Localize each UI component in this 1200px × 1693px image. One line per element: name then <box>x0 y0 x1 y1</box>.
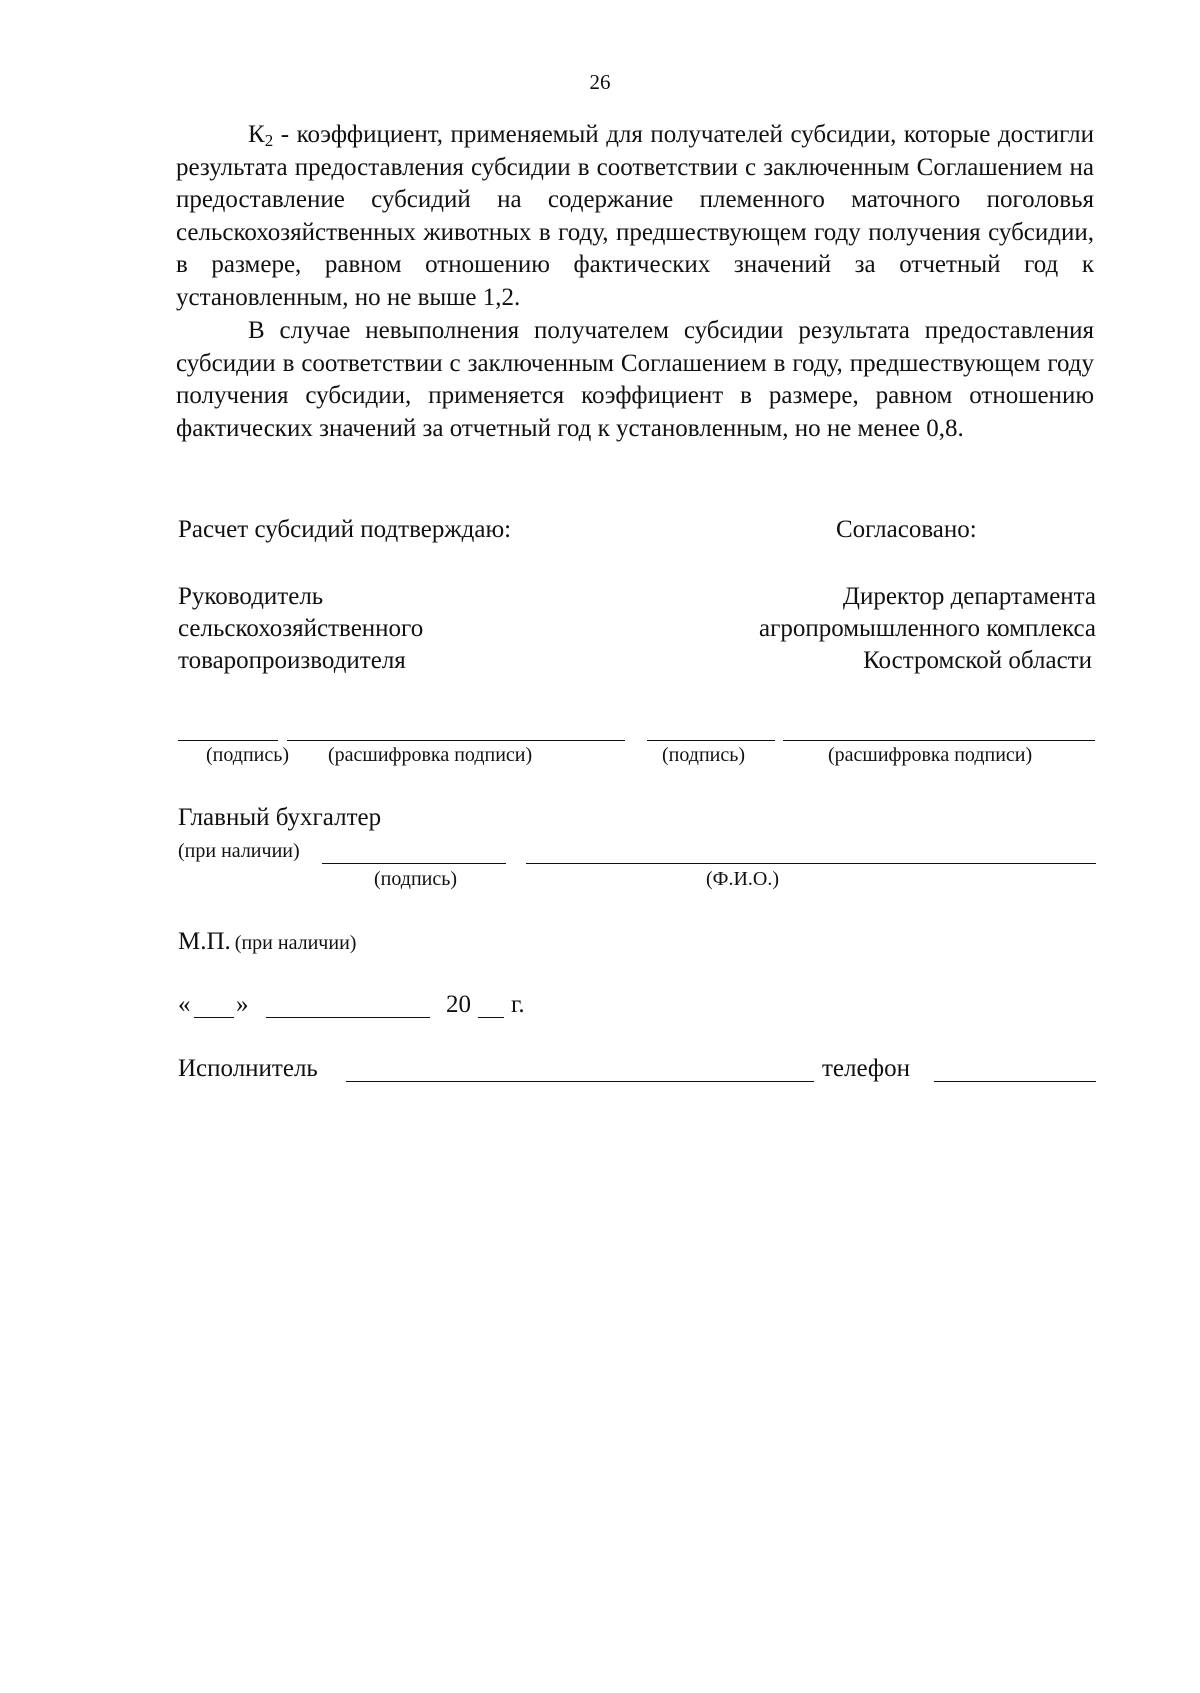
phone-line <box>934 1081 1096 1082</box>
accountant-signature-line <box>322 863 506 864</box>
right-role-line-2: агропромышленного комплекса <box>758 615 1096 642</box>
phone-label: телефон <box>822 1055 910 1082</box>
stamp-note: (при наличии) <box>234 932 357 954</box>
stamp-place <box>178 926 356 958</box>
left-decoding-line <box>287 740 625 741</box>
date-year-line <box>478 1017 504 1018</box>
date-open-quote: « <box>178 991 191 1018</box>
executor-label: Исполнитель <box>178 1055 318 1082</box>
accountant-signature-label: (подпись) <box>374 868 458 890</box>
left-decoding-label: (расшифровка подписи) <box>328 744 533 766</box>
right-decoding-label: (расшифровка подписи) <box>828 744 1033 766</box>
executor-name-line <box>346 1081 814 1082</box>
accountant-name-line <box>526 863 1096 864</box>
stamp-label: М.П. <box>178 928 231 955</box>
left-signature-line <box>178 740 278 741</box>
left-role-line-3: товаропроизводителя <box>178 647 406 674</box>
date-close-quote: » <box>236 991 249 1018</box>
left-role-line-1: Руководитель <box>178 583 324 610</box>
left-role-line-2: сельскохозяйственного <box>178 615 424 642</box>
right-role-line-3: Костромской области <box>863 647 1092 674</box>
paragraph1-text: - коэффициент, применяемый для получателей субсидии, которые достигли результата предоставления субсидии в соответствии с заключенным Соглашением на предоставление субсидий на содержание племенного маточного поголовья сельскохозяйственных животных в году, предшествующем году получения субсидии, в размере, равном отношению фактических значений за отчетный год к установленным, но не выше 1,2. <box>176 121 1094 311</box>
right-signature-label: (подпись) <box>662 744 746 766</box>
date-month-line <box>266 1017 430 1018</box>
paragraph2-text: В случае невыполнения получателем субсидии результата предоставления субсидии в соответствии с заключенным Соглашением в году, предшествующем году получения субсидии, применяется коэффициент в размере, равном отношению фактических значений за отчетный год к установленным, но не менее 0,8. <box>176 317 1094 442</box>
approval-left-heading: Расчет субсидий подтверждаю: <box>178 516 512 543</box>
right-decoding-line <box>783 740 1095 741</box>
date-day-line <box>194 1017 234 1018</box>
accountant-name-label: (Ф.И.О.) <box>706 868 780 890</box>
date-year-prefix: 20 <box>446 991 471 1018</box>
date-year-suffix: г. <box>511 991 525 1018</box>
accountant-title: Главный бухгалтер <box>178 804 382 831</box>
accountant-if-any: (при наличии) <box>178 840 300 862</box>
page-number: 26 <box>589 70 611 94</box>
approval-right-heading: Согласовано: <box>836 516 977 543</box>
k-subscript: 2 <box>264 131 274 150</box>
left-signature-label: (подпись) <box>206 744 290 766</box>
paragraph-coefficient-k2 <box>176 119 1094 314</box>
right-role-line-1: Директор департамента <box>842 583 1096 610</box>
right-signature-line <box>647 740 775 741</box>
k-letter: К <box>248 121 265 148</box>
paragraph-non-fulfillment <box>176 315 1094 445</box>
